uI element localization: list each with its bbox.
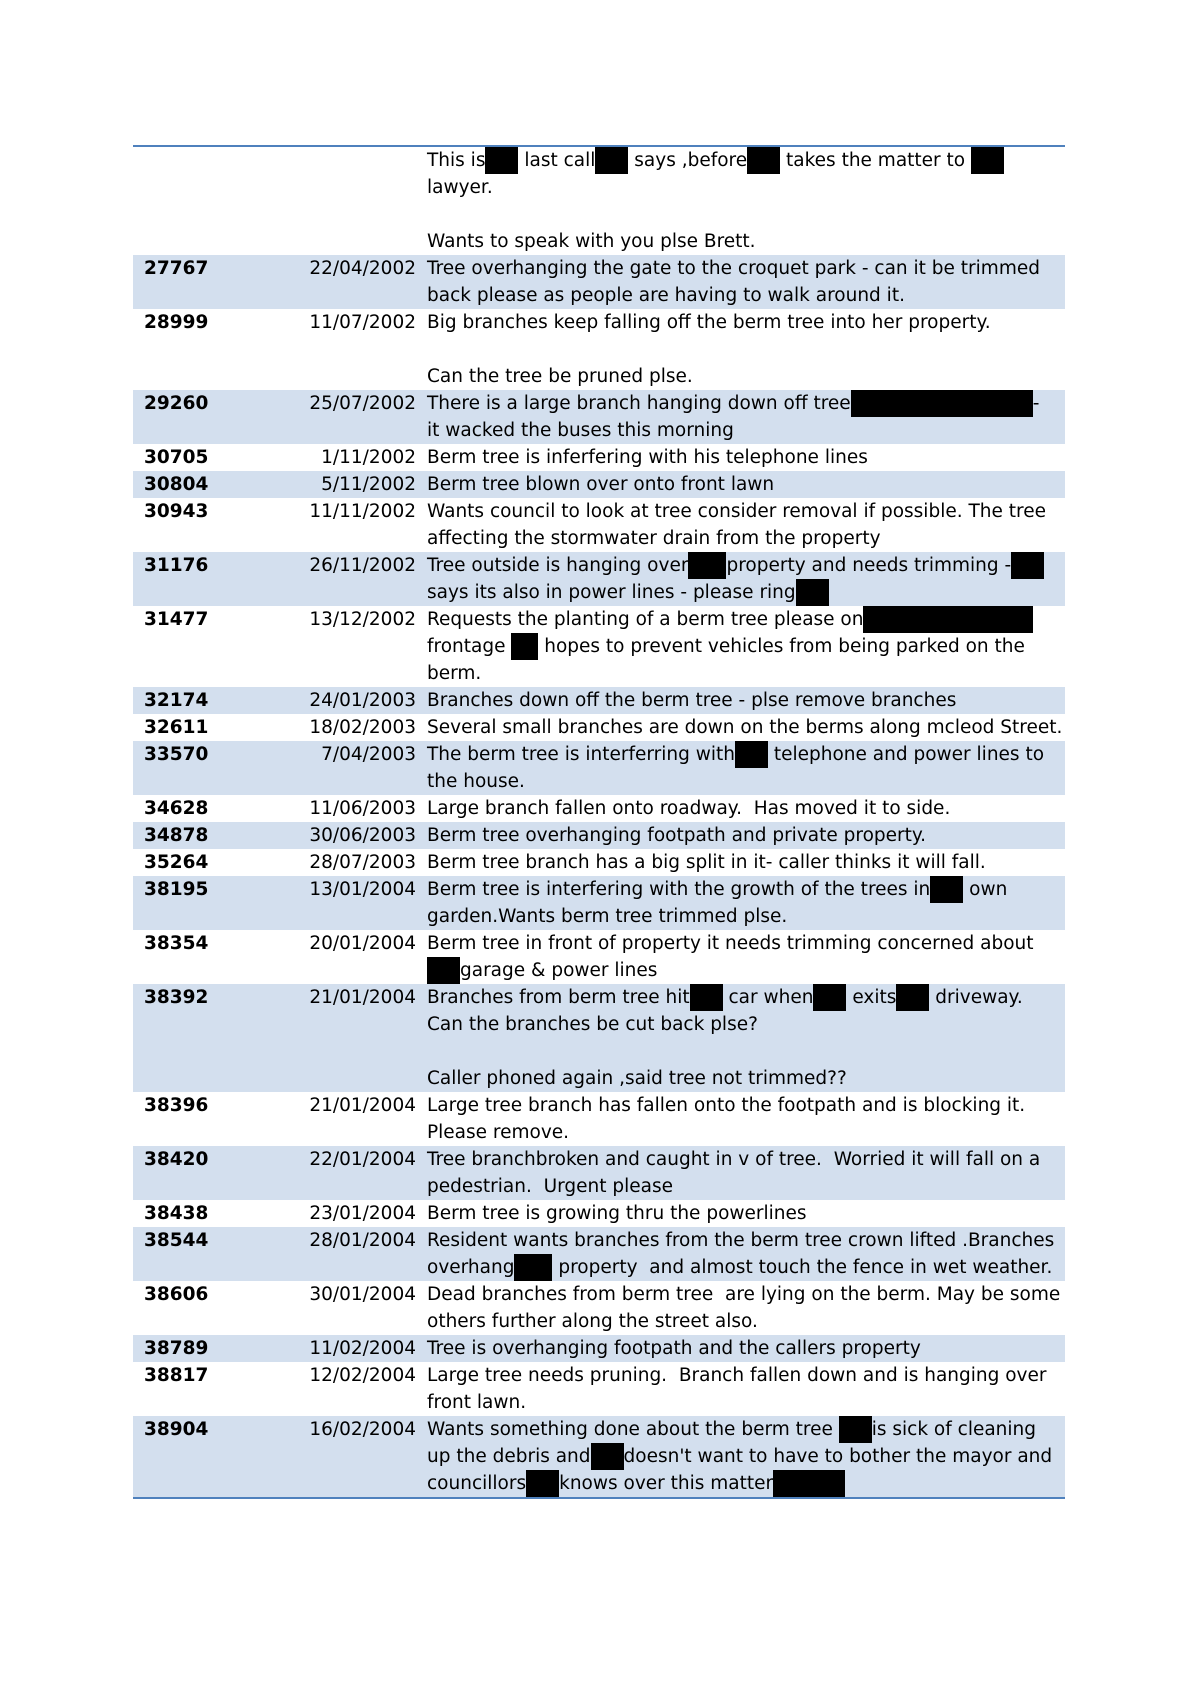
description-text: There is a large branch hanging down off tree	[427, 393, 851, 414]
description-text: last call	[518, 150, 596, 171]
cell-padding	[133, 741, 144, 795]
description-text: says ,before	[628, 150, 748, 171]
request-date	[293, 147, 416, 255]
request-id: 34878	[144, 822, 293, 849]
request-date: 28/01/2004	[293, 1227, 416, 1281]
redaction-block	[813, 984, 846, 1011]
description-text: takes the matter to	[780, 150, 971, 171]
description-text: exits	[846, 987, 897, 1008]
description-text: Berm tree is growing thru the powerlines	[427, 1203, 807, 1224]
request-date: 30/01/2004	[309, 1284, 416, 1305]
request-description	[427, 147, 1065, 255]
request-id: 38438	[144, 1203, 209, 1224]
description-text: Resident wants branches from the berm tree crown lifted .Branches overhang	[427, 1230, 1055, 1278]
request-description	[427, 1335, 1065, 1362]
request-id: 30705	[144, 447, 209, 468]
description-text: lawyer. Wants to speak with you plse Brett.	[427, 177, 756, 252]
description-text: Large branch fallen onto roadway. Has moved it to side.	[427, 798, 951, 819]
call-log-table	[133, 147, 1065, 1497]
table-row	[133, 498, 1065, 552]
table-row	[133, 147, 1065, 255]
description-text: Tree is overhanging footpath and the callers property	[427, 1338, 921, 1359]
request-id: 38904	[144, 1416, 293, 1497]
request-description	[427, 1416, 1065, 1497]
request-description	[427, 1362, 1065, 1416]
table-row	[133, 471, 1065, 498]
request-id: 38420	[144, 1146, 293, 1200]
request-date: 28/07/2003	[309, 852, 416, 873]
table-row	[133, 687, 1065, 714]
cell-padding	[133, 147, 144, 255]
cell-padding	[416, 687, 427, 714]
cell-padding	[416, 795, 427, 822]
cell-padding	[416, 498, 427, 552]
description-text: Large tree needs pruning. Branch fallen down and is hanging over front lawn.	[427, 1365, 1053, 1413]
table-bottom-rule	[133, 1497, 1065, 1499]
request-description	[427, 687, 1065, 714]
cell-padding	[416, 1092, 427, 1146]
request-id: 38354	[144, 933, 209, 954]
cell-padding	[133, 984, 144, 1092]
cell-padding	[416, 147, 427, 255]
request-description	[427, 390, 1065, 444]
description-text: Tree overhanging the gate to the croquet park - can it be trimmed back please as people are having to walk around it.	[427, 258, 1046, 306]
table-row	[133, 741, 1065, 795]
redaction-block	[688, 552, 726, 579]
request-id: 38544	[144, 1227, 293, 1281]
description-text: knows over this matter	[559, 1473, 774, 1494]
description-text: Berm tree is interfering with the growth of the trees in	[427, 879, 931, 900]
description-text: Wants something done about the berm tree	[427, 1419, 839, 1440]
request-id: 38396	[144, 1095, 209, 1116]
request-date: 11/07/2002	[309, 312, 416, 333]
request-description	[427, 606, 1065, 687]
request-id: 32611	[144, 717, 209, 738]
description-text: Large tree branch has fallen onto the footpath and is blocking it. Please remove.	[427, 1095, 1032, 1143]
request-id: 27767	[144, 255, 293, 309]
cell-padding	[133, 309, 144, 390]
request-id: 32174	[144, 687, 293, 714]
description-text: own garden.Wants berm tree trimmed plse.	[427, 879, 1008, 927]
table-row	[133, 822, 1065, 849]
request-id: 38817	[144, 1365, 209, 1386]
request-description	[427, 1092, 1065, 1146]
description-text: telephone and power lines to the house.	[427, 744, 1050, 792]
cell-padding	[416, 1416, 427, 1497]
request-date: 26/11/2002	[293, 552, 416, 606]
cell-padding	[416, 1362, 427, 1416]
description-text: driveway. Can the branches be cut back plse? Caller phoned again ,said tree not trimmed??	[427, 987, 1023, 1089]
document-page	[133, 145, 1065, 1499]
request-description	[427, 1146, 1065, 1200]
description-text: property and needs trimming -	[726, 555, 1012, 576]
cell-padding	[133, 606, 144, 687]
cell-padding	[133, 687, 144, 714]
request-id: 35264	[144, 852, 209, 873]
request-description	[427, 552, 1065, 606]
cell-padding	[133, 876, 144, 930]
request-date: 21/01/2004	[293, 984, 416, 1092]
redaction-block	[863, 606, 1033, 633]
table-row	[133, 1227, 1065, 1281]
request-description	[427, 849, 1065, 876]
redaction-block	[773, 1470, 845, 1497]
cell-padding	[133, 1227, 144, 1281]
cell-padding	[416, 849, 427, 876]
redaction-block	[851, 390, 1033, 417]
request-date: 23/01/2004	[309, 1203, 416, 1224]
description-text: is sick of cleaning up the debris and	[427, 1419, 1037, 1467]
request-date: 13/12/2002	[309, 609, 416, 630]
request-description	[427, 471, 1065, 498]
cell-padding	[416, 606, 427, 687]
request-id: 38392	[144, 984, 293, 1092]
table-row	[133, 984, 1065, 1092]
request-date: 5/11/2002	[293, 471, 416, 498]
request-description	[427, 1227, 1065, 1281]
request-id: 38606	[144, 1284, 209, 1305]
cell-padding	[416, 930, 427, 984]
cell-padding	[133, 1281, 144, 1335]
cell-padding	[416, 390, 427, 444]
request-date: 22/01/2004	[293, 1146, 416, 1200]
request-id: 30943	[144, 501, 209, 522]
table-row	[133, 444, 1065, 471]
table-row	[133, 552, 1065, 606]
request-date: 25/07/2002	[293, 390, 416, 444]
table-row	[133, 849, 1065, 876]
cell-padding	[133, 1200, 144, 1227]
cell-padding	[416, 309, 427, 390]
request-description	[427, 255, 1065, 309]
description-text: Berm tree in front of property it needs trimming concerned about	[427, 933, 1034, 954]
redaction-block	[839, 1416, 872, 1443]
request-description	[427, 1281, 1065, 1335]
request-id: 29260	[144, 390, 293, 444]
description-text: Berm tree overhanging footpath and private property.	[427, 825, 927, 846]
request-id: 31176	[144, 552, 293, 606]
redaction-block	[514, 1254, 552, 1281]
description-text: Tree branchbroken and caught in v of tree. Worried it will fall on a pedestrian. Urgent please	[427, 1149, 1047, 1197]
request-description	[427, 795, 1065, 822]
description-text: Branches down off the berm tree - plse remove branches	[427, 690, 957, 711]
cell-padding	[416, 552, 427, 606]
redaction-block	[485, 147, 518, 174]
cell-padding	[133, 930, 144, 984]
cell-padding	[133, 1335, 144, 1362]
redaction-block	[511, 633, 538, 660]
description-text: frontage	[427, 636, 506, 657]
table-row	[133, 714, 1065, 741]
cell-padding	[416, 741, 427, 795]
request-date: 18/02/2003	[309, 717, 416, 738]
redaction-block	[796, 579, 829, 606]
table-row	[133, 255, 1065, 309]
cell-padding	[416, 1146, 427, 1200]
request-id: 38789	[144, 1335, 293, 1362]
description-text: car when	[722, 987, 814, 1008]
cell-padding	[416, 714, 427, 741]
redaction-block	[1011, 552, 1044, 579]
redaction-block	[896, 984, 929, 1011]
cell-padding	[416, 471, 427, 498]
request-date: 12/02/2004	[309, 1365, 416, 1386]
cell-padding	[133, 552, 144, 606]
cell-padding	[416, 1200, 427, 1227]
request-date: 24/01/2003	[293, 687, 416, 714]
redaction-block	[747, 147, 780, 174]
redaction-block	[690, 984, 723, 1011]
request-date: 21/01/2004	[309, 1095, 416, 1116]
cell-padding	[416, 822, 427, 849]
cell-padding	[133, 444, 144, 471]
request-description	[427, 876, 1065, 930]
request-description	[427, 984, 1065, 1092]
cell-padding	[133, 471, 144, 498]
table-row	[133, 1416, 1065, 1497]
request-id: 30804	[144, 471, 293, 498]
request-id: 34628	[144, 798, 209, 819]
description-text: Tree outside is hanging over	[427, 555, 689, 576]
request-date: 11/02/2004	[293, 1335, 416, 1362]
table-row	[133, 309, 1065, 390]
cell-padding	[133, 849, 144, 876]
cell-padding	[133, 795, 144, 822]
cell-padding	[416, 1335, 427, 1362]
request-id: 31477	[144, 609, 209, 630]
table-row	[133, 876, 1065, 930]
table-row	[133, 1362, 1065, 1416]
request-description	[427, 930, 1065, 984]
table-row	[133, 1092, 1065, 1146]
table-row	[133, 606, 1065, 687]
table-row	[133, 1335, 1065, 1362]
table-row	[133, 390, 1065, 444]
cell-padding	[416, 255, 427, 309]
request-date: 22/04/2002	[293, 255, 416, 309]
table-row	[133, 930, 1065, 984]
description-text: garage & power lines	[460, 960, 658, 981]
request-date: 11/11/2002	[309, 501, 416, 522]
redaction-block	[427, 957, 460, 984]
request-id: 33570	[144, 741, 293, 795]
request-id: 38195	[144, 876, 293, 930]
description-text: says its also in power lines - please ring	[427, 582, 796, 603]
request-description	[427, 309, 1065, 390]
cell-padding	[133, 255, 144, 309]
request-description	[427, 498, 1065, 552]
cell-padding	[133, 1416, 144, 1497]
request-date: 20/01/2004	[309, 933, 416, 954]
request-description	[427, 822, 1065, 849]
description-text: The berm tree is interferring with	[427, 744, 735, 765]
request-description	[427, 1200, 1065, 1227]
cell-padding	[416, 984, 427, 1092]
cell-padding	[133, 1146, 144, 1200]
description-text: hopes to prevent vehicles from being parked on the berm.	[427, 636, 1031, 684]
description-text: doesn't want to have to bother the mayor and councillors	[427, 1446, 1053, 1494]
description-text: Wants council to look at tree consider removal if possible. The tree affecting the stormwater drain from the property	[427, 501, 1052, 549]
cell-padding	[133, 714, 144, 741]
redaction-block	[735, 741, 768, 768]
description-text: Several small branches are down on the berms along mcleod Street.	[427, 717, 1063, 738]
request-date: 30/06/2003	[293, 822, 416, 849]
request-id: 28999	[144, 312, 209, 333]
table-row	[133, 1200, 1065, 1227]
cell-padding	[416, 1227, 427, 1281]
cell-padding	[133, 1362, 144, 1416]
redaction-block	[930, 876, 963, 903]
table-row	[133, 1281, 1065, 1335]
call-log-body	[133, 147, 1065, 1497]
description-text: property and almost touch the fence in wet weather.	[552, 1257, 1053, 1278]
description-text: Branches from berm tree hit	[427, 987, 690, 1008]
description-text: Big branches keep falling off the berm tree into her property. Can the tree be pruned plse.	[427, 312, 991, 387]
table-row	[133, 1146, 1065, 1200]
redaction-block	[526, 1470, 559, 1497]
description-text: Berm tree branch has a big split in it- caller thinks it will fall.	[427, 852, 986, 873]
description-text: Berm tree is inferfering with his telephone lines	[427, 447, 868, 468]
redaction-block	[591, 1443, 624, 1470]
cell-padding	[133, 498, 144, 552]
redaction-block	[595, 147, 628, 174]
cell-padding	[133, 822, 144, 849]
cell-padding	[416, 876, 427, 930]
cell-padding	[133, 1092, 144, 1146]
request-description	[427, 741, 1065, 795]
request-date: 1/11/2002	[321, 447, 416, 468]
description-text: Berm tree blown over onto front lawn	[427, 474, 775, 495]
description-text: This is	[427, 150, 486, 171]
request-date: 13/01/2004	[293, 876, 416, 930]
redaction-block	[971, 147, 1004, 174]
request-description	[427, 714, 1065, 741]
description-text: Requests the planting of a berm tree please on	[427, 609, 864, 630]
request-date: 11/06/2003	[309, 798, 416, 819]
request-date: 7/04/2003	[293, 741, 416, 795]
description-text: Dead branches from berm tree are lying on the berm. May be some others further along the street also.	[427, 1284, 1067, 1332]
request-id	[144, 147, 293, 255]
cell-padding	[416, 444, 427, 471]
description-text: - it wacked the buses this morning	[427, 393, 1040, 441]
table-row	[133, 795, 1065, 822]
request-description	[427, 444, 1065, 471]
request-date: 16/02/2004	[293, 1416, 416, 1497]
cell-padding	[416, 1281, 427, 1335]
cell-padding	[133, 390, 144, 444]
